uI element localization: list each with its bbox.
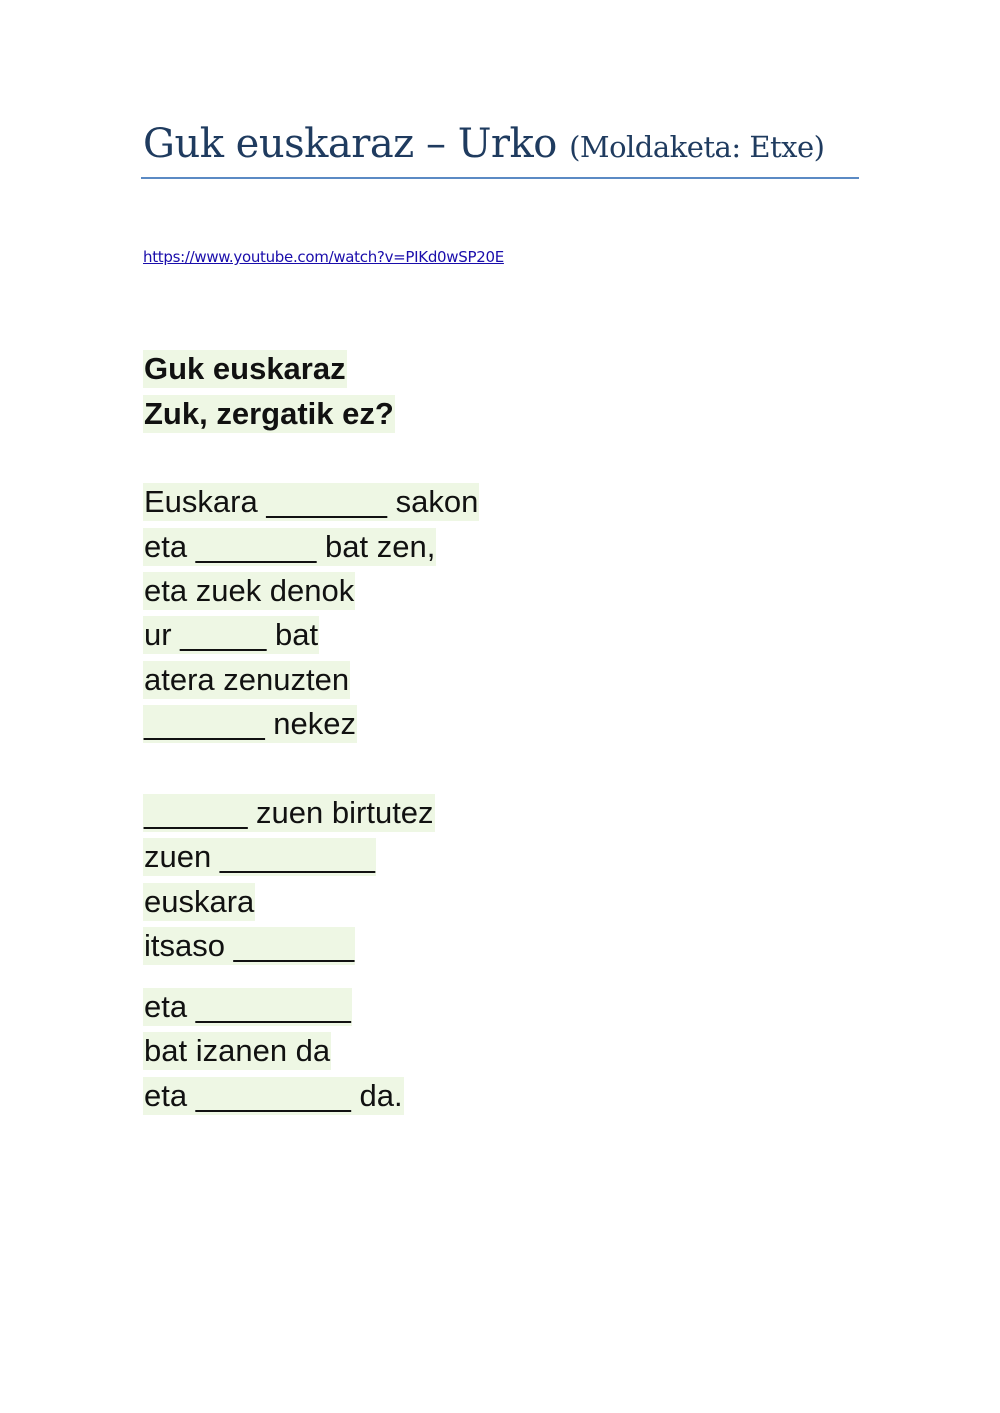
lyric-line: atera zenuzten xyxy=(144,662,350,697)
lyric-line: bat izanen da xyxy=(144,1033,331,1068)
lyric-line: ur _____ bat xyxy=(144,617,319,652)
lyric-line: eta _______ bat zen, xyxy=(144,529,436,564)
title-main: Guk euskaraz – Urko xyxy=(143,121,557,167)
youtube-link[interactable]: https://www.youtube.com/watch?v=PIKd0wSP20E xyxy=(143,248,504,266)
lyrics-heading-line: Guk euskaraz xyxy=(144,351,346,386)
lyric-line: _______ nekez xyxy=(144,706,357,741)
lyric-line: eta zuek denok xyxy=(144,573,355,608)
lyric-line: ______ zuen birtutez xyxy=(144,795,434,830)
page-title xyxy=(143,118,824,173)
lyric-line: itsaso _______ xyxy=(144,928,355,963)
lyric-line: eta _________ da. xyxy=(144,1078,403,1113)
lyrics-heading-line: Zuk, zergatik ez? xyxy=(144,396,394,431)
lyric-line: zuen _________ xyxy=(144,839,376,874)
title-underline xyxy=(141,177,859,179)
lyric-line: Euskara _______ sakon xyxy=(144,484,479,519)
lyric-line: eta _________ xyxy=(144,989,351,1024)
title-subtitle: (Moldaketa: Etxe) xyxy=(569,130,825,164)
lyric-line: euskara xyxy=(144,884,255,919)
